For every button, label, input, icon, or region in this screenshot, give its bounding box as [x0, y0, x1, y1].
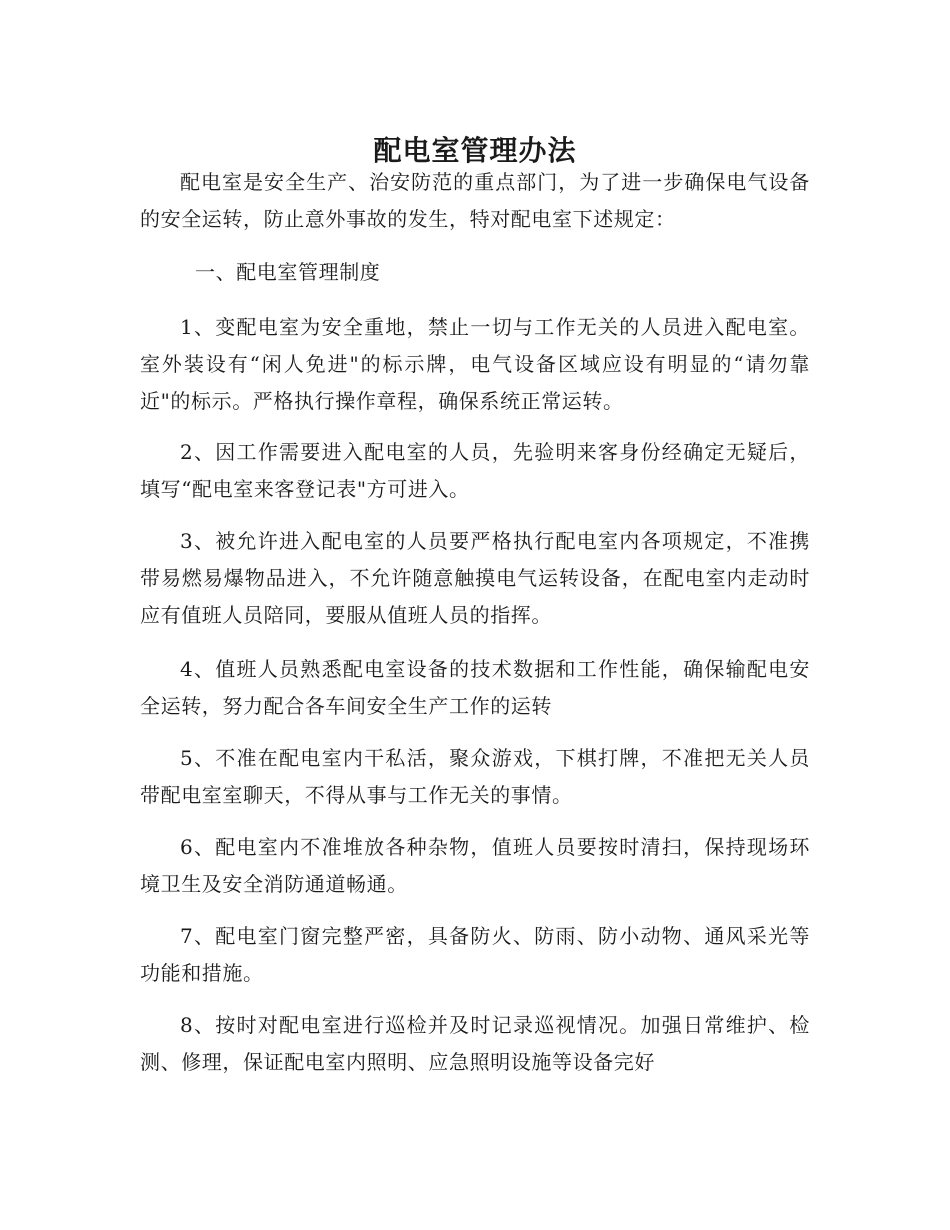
rule-item-6: 6、配电室内不准堆放各种杂物，值班人员要按时清扫，保持现场环境卫生及安全消防通道畅通。 [140, 835, 810, 896]
rule-item-8: 8、按时对配电室进行巡检并及时记录巡视情况。加强日常维护、检测、修理，保证配电室内照明、应急照明设施等设备完好 [140, 1013, 810, 1074]
intro-paragraph: 配电室是安全生产、治安防范的重点部门，为了进一步确保电气设备的安全运转，防止意外事故的发生，特对配电室下述规定： [140, 170, 810, 231]
rule-item-2: 2、因工作需要进入配电室的人员，先验明来客身份经确定无疑后，填写“配电室来客登记表"方可进入。 [140, 440, 810, 501]
rule-item-1: 1、变配电室为安全重地，禁止一切与工作无关的人员进入配电室。室外装设有“闲人免进"的标示牌，电气设备区域应设有明显的“请勿靠近"的标示。严格执行操作章程，确保系统正常运转。 [140, 315, 810, 413]
rule-item-7: 7、配电室门窗完整严密，具备防火、防雨、防小动物、通风采光等功能和措施。 [140, 924, 810, 985]
rule-item-3: 3、被允许进入配电室的人员要严格执行配电室内各项规定，不准携带易燃易爆物品进入，不允许随意触摸电气运转设备，在配电室内走动时应有值班人员陪同，要服从值班人员的指挥。 [140, 529, 810, 627]
rule-item-4: 4、值班人员熟悉配电室设备的技术数据和工作性能，确保输配电安全运转，努力配合各车间安全生产工作的运转 [140, 657, 810, 718]
rule-item-5: 5、不准在配电室内干私活，聚众游戏，下棋打牌，不准把无关人员带配电室室聊天，不得从事与工作无关的事情。 [140, 746, 810, 807]
document-title: 配电室管理办法 [373, 133, 577, 167]
section-heading: 一、配电室管理制度 [195, 260, 381, 284]
